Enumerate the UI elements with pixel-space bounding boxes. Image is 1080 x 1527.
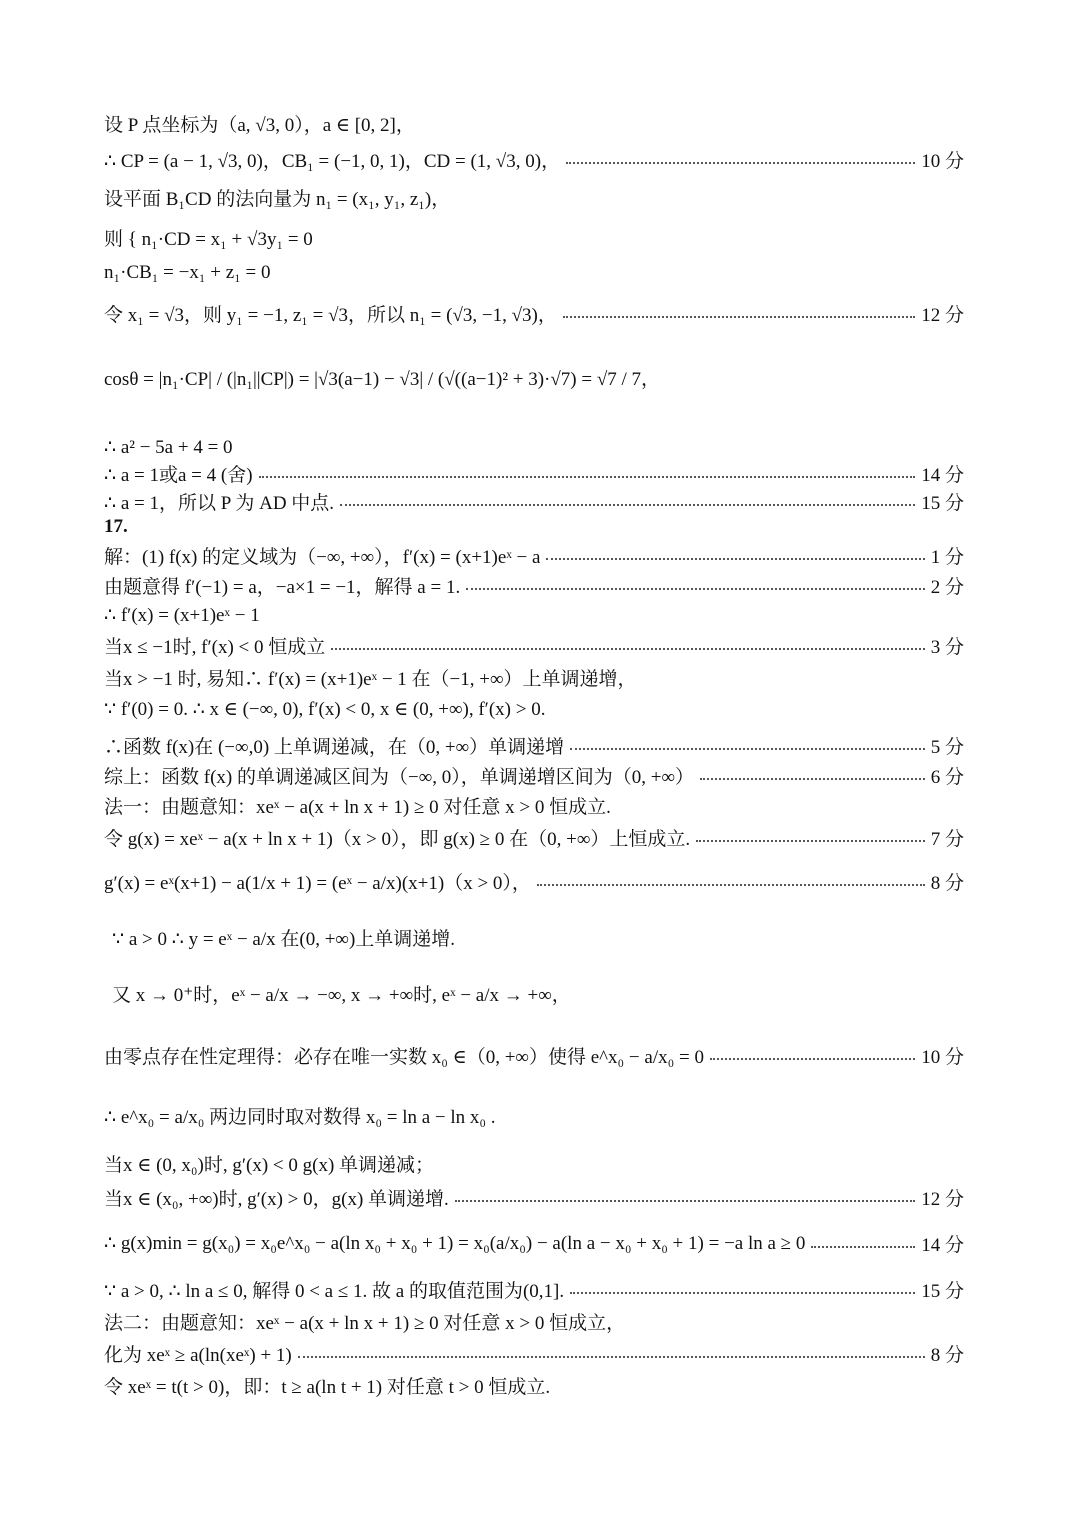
solution-line — [112, 978, 972, 1008]
solution-line — [104, 730, 964, 760]
solution-line — [104, 822, 964, 852]
dot-leader — [331, 648, 924, 650]
score-label: 10 分 — [921, 150, 964, 172]
line-text: 当x ≤ −1时, f′(x) < 0 恒成立 — [104, 636, 326, 658]
solution-line — [104, 222, 964, 252]
score-label: 3 分 — [930, 636, 964, 658]
line-text: 解：(1) f(x) 的定义域为（−∞, +∞），f′(x) = (x+1)eˣ − a — [104, 546, 541, 568]
line-text: 法一：由题意知：xeˣ − a(x + ln x + 1) ≥ 0 对任意 x > 0 恒成立. — [104, 796, 611, 818]
solution-line — [104, 1182, 964, 1212]
score-label: 14 分 — [921, 464, 964, 486]
score-label: 15 分 — [921, 1280, 964, 1302]
line-text: 综上：函数 f(x) 的单调递减区间为（−∞, 0），单调递增区间为（0, +∞） — [104, 766, 695, 788]
solution-line — [104, 1100, 964, 1130]
solution-line — [104, 1370, 964, 1400]
line-text: 当x ∈ (0, x₀)时, g′(x) < 0 g(x) 单调递减； — [104, 1154, 435, 1176]
line-text: 设平面 B₁CD 的法向量为 n₁ = (x₁, y₁, z₁)， — [104, 188, 451, 210]
line-text: n₁·CB₁ = −x₁ + z₁ = 0 — [104, 262, 271, 283]
score-label: 10 分 — [921, 1046, 964, 1068]
line-text: g′(x) = eˣ(x+1) − a(1/x + 1) = (eˣ − a/x)(x+1)（x > 0）， — [104, 872, 531, 894]
solution-line — [104, 1040, 964, 1070]
solution-line — [104, 1148, 964, 1178]
line-text: 又 x → 0⁺时，eˣ − a/x → −∞, x → +∞时, eˣ − a/x → +∞， — [112, 984, 571, 1006]
solution-line — [104, 1338, 964, 1368]
solution-line — [112, 922, 972, 952]
line-text: ∴ f′(x) = (x+1)eˣ − 1 — [104, 604, 260, 626]
solution-line — [104, 258, 964, 288]
line-text: ∵ a > 0, ∴ ln a ≤ 0, 解得 0 < a ≤ 1. 故 a 的取值范围为(0,1]. — [104, 1280, 565, 1302]
solution-line — [104, 570, 964, 600]
dot-leader — [259, 476, 916, 478]
dot-leader — [340, 504, 915, 506]
line-text: 由零点存在性定理得：必存在唯一实数 x₀ ∈（0, +∞）使得 e^x₀ − a/x₀ = 0 — [104, 1046, 704, 1068]
dot-leader — [455, 1200, 915, 1202]
dot-leader — [537, 884, 925, 886]
dot-leader — [570, 1292, 915, 1294]
solution-line — [104, 512, 964, 542]
solution-line — [104, 790, 964, 820]
solution-line — [104, 1274, 964, 1304]
score-label: 2 分 — [930, 576, 964, 598]
solution-line — [104, 1228, 964, 1258]
line-text: 化为 xeˣ ≥ a(ln(xeˣ) + 1) — [104, 1344, 292, 1366]
dot-leader — [811, 1246, 915, 1248]
score-label: 8 分 — [930, 1344, 964, 1366]
line-text: cosθ = |n₁·CP| / (|n₁||CP|) = |√3(a−1) − √3| / (√((a−1)² + 3)·√7) = √7 / 7， — [104, 368, 661, 390]
line-text: ∵ f′(0) = 0. ∴ x ∈ (−∞, 0), f′(x) < 0, x ∈ (0, +∞), f′(x) > 0. — [104, 698, 546, 720]
solution-line — [104, 600, 964, 630]
line-text: ∴ a² − 5a + 4 = 0 — [104, 436, 233, 458]
dot-leader — [710, 1058, 915, 1060]
dot-leader — [298, 1356, 925, 1358]
line-text: 则 { n₁·CD = x₁ + √3y₁ = 0 — [104, 228, 313, 250]
dot-leader — [700, 778, 925, 780]
solution-line — [104, 540, 964, 570]
solution-line — [104, 866, 964, 896]
score-label: 7 分 — [930, 828, 964, 850]
score-label: 15 分 — [921, 492, 964, 514]
score-label: 1 分 — [930, 546, 964, 568]
dot-leader — [566, 162, 915, 164]
solution-line — [104, 362, 964, 392]
solution-line — [104, 298, 964, 328]
line-text: 法二：由题意知：xeˣ − a(x + ln x + 1) ≥ 0 对任意 x > 0 恒成立， — [104, 1312, 626, 1334]
score-label: 8 分 — [930, 872, 964, 894]
line-text: 由题意得 f′(−1) = a，−a×1 = −1，解得 a = 1. — [104, 576, 461, 598]
line-text: ∴ a = 1，所以 P 为 AD 中点. — [104, 492, 335, 514]
dot-leader — [466, 588, 925, 590]
line-text: 当x ∈ (x₀, +∞)时, g′(x) > 0，g(x) 单调递增. — [104, 1188, 449, 1210]
line-text: ∴函数 f(x)在 (−∞,0) 上单调递减，在（0, +∞）单调递增 — [104, 736, 565, 758]
line-text: 设 P 点坐标为（a, √3, 0），a ∈ [0, 2]， — [104, 114, 415, 136]
line-text: ∴ a = 1或a = 4 (舍) — [104, 464, 253, 486]
dot-leader — [563, 316, 915, 318]
line-text: 令 x₁ = √3，则 y₁ = −1, z₁ = √3，所以 n₁ = (√3, −1, √3)， — [104, 304, 557, 326]
score-label: 14 分 — [921, 1234, 964, 1256]
dot-leader — [696, 840, 925, 842]
line-text: ∴ CP = (a − 1, √3, 0)，CB₁ = (−1, 0, 1)，CD = (1, √3, 0)， — [104, 150, 561, 172]
solution-line — [104, 662, 964, 692]
solution-line — [104, 108, 964, 138]
line-text: ∴ e^x₀ = a/x₀ 两边同时取对数得 x₀ = ln a − ln x₀ . — [104, 1106, 496, 1128]
solution-line — [104, 144, 964, 174]
solution-line — [104, 630, 964, 660]
line-text: ∴ g(x)min = g(x₀) = x₀e^x₀ − a(ln x₀ + x₀ + 1) = x₀(a/x₀) − a(ln a − x₀ + x₀ + 1) = −a ln a ≥ 0 — [104, 1232, 806, 1254]
line-text: 令 g(x) = xeˣ − a(x + ln x + 1)（x > 0），即 g(x) ≥ 0 在（0, +∞）上恒成立. — [104, 828, 691, 850]
line-text: 令 xeˣ = t(t > 0)，即：t ≥ a(ln t + 1) 对任意 t > 0 恒成立. — [104, 1376, 551, 1398]
score-label: 12 分 — [921, 1188, 964, 1210]
score-label: 5 分 — [930, 736, 964, 758]
dot-leader — [546, 558, 924, 560]
line-text: 17. — [104, 516, 128, 537]
solution-line — [104, 1306, 964, 1336]
solution-line — [104, 760, 964, 790]
solution-line — [104, 182, 964, 212]
dot-leader — [570, 748, 925, 750]
solution-line — [104, 694, 964, 724]
score-label: 6 分 — [930, 766, 964, 788]
line-text: ∵ a > 0 ∴ y = eˣ − a/x 在(0, +∞)上单调递增. — [112, 928, 456, 950]
line-text: 当x > −1 时, 易知∴ f′(x) = (x+1)eˣ − 1 在（−1, +∞）上单调递增， — [104, 668, 637, 690]
score-label: 12 分 — [921, 304, 964, 326]
solution-line — [104, 458, 964, 488]
